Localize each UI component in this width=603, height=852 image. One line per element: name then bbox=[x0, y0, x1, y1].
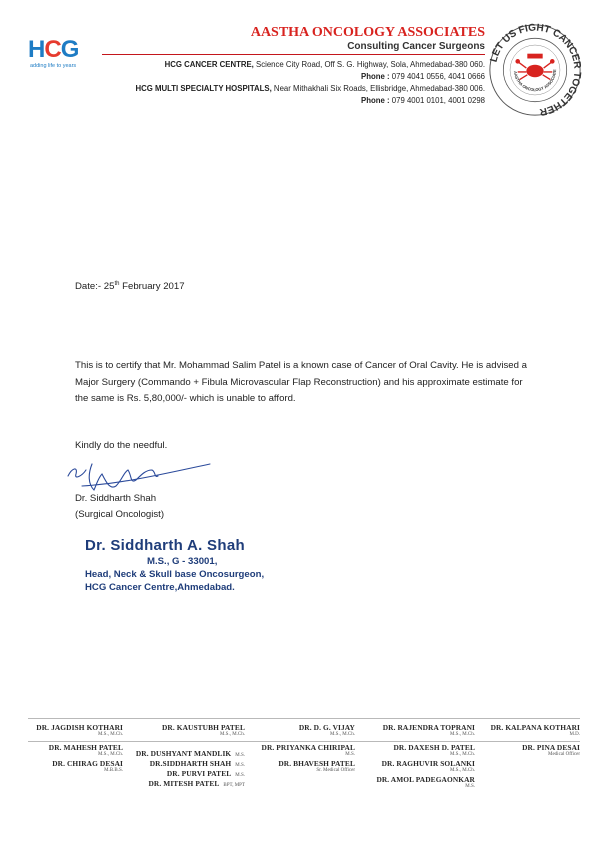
footer-divider-mid bbox=[28, 741, 580, 742]
footer-divider-top bbox=[28, 718, 580, 719]
footer-doctor: DR. JAGDISH KOTHARI M.S., M.Ch. bbox=[36, 723, 123, 737]
firm-name: AASTHA ONCOLOGY ASSOCIATES bbox=[250, 25, 485, 40]
address-hcg-cancer-centre: HCG CANCER CENTRE, Science City Road, Off S. G. Highway, Sola, Ahmedabad-380 060. bbox=[164, 60, 485, 69]
footer-doctor: DR. CHIRAG DESAI M.B.B.S. bbox=[52, 759, 123, 773]
footer-doctor: DR. KALPANA KOTHARI M.D. bbox=[490, 723, 580, 737]
footer-doctor: DR. BHAVESH PATEL Sr. Medical Officer bbox=[278, 759, 355, 773]
signer-title: (Surgical Oncologist) bbox=[75, 509, 165, 520]
stamp-doctor-name: Dr. Siddharth A. Shah bbox=[85, 537, 245, 554]
stamp-designation: Head, Neck & Skull base Oncosurgeon, bbox=[85, 569, 265, 580]
footer-doctor: DR. MITESH PATEL BPT, MPT bbox=[148, 779, 245, 788]
seal-inner-text: AASTHA ONCOLOGY ASSOCIATE bbox=[512, 69, 558, 93]
footer-doctor: DR. PRIYANKA CHIRIPAL M.S. bbox=[261, 743, 355, 757]
seal-outer-text: LET US FIGHT CANCER TOGETHER bbox=[488, 22, 583, 118]
stamp-registration: M.S., G - 33001, bbox=[147, 556, 218, 567]
seal-hindi-banner bbox=[527, 54, 542, 59]
closing-line: Kindly do the needful. bbox=[75, 440, 168, 451]
stamp-hospital: HCG Cancer Centre,Ahmedabad. bbox=[85, 582, 235, 593]
footer-doctor: DR. MAHESH PATEL M.S., M.Ch. bbox=[48, 743, 123, 757]
doctor-stamp bbox=[85, 537, 264, 594]
footer-doctor: DR. PINA DESAI Medical Officer bbox=[522, 743, 580, 757]
hcg-tagline: adding life to years bbox=[30, 63, 77, 69]
phone-hcg-cancer-centre: Phone : 079 4041 0556, 4041 0666 bbox=[361, 72, 485, 81]
header-divider bbox=[102, 54, 485, 55]
footer-doctor: DR. DAXESH D. PATEL M.S., M.Ch. bbox=[393, 743, 475, 757]
firm-subtitle: Consulting Cancer Surgeons bbox=[347, 41, 485, 52]
fight-cancer-seal bbox=[487, 22, 583, 118]
footer-doctor: DR.SIDDHARTH SHAH M.S. bbox=[149, 759, 245, 768]
letter-date: Date:- 25th February 2017 bbox=[75, 281, 185, 293]
footer-doctor: DR. RAJENDRA TOPRANI M.S., M.Ch. bbox=[382, 723, 475, 737]
hcg-logo bbox=[28, 36, 98, 76]
footer-doctor: DR. AMOL PADEGAONKAR M.S. bbox=[376, 775, 475, 789]
footer-doctor: DR. PURVI PATEL M.S. bbox=[166, 769, 245, 778]
signer-name: Dr. Siddharth Shah bbox=[75, 493, 157, 504]
footer-doctor: DR. D. G. VIJAY M.S., M.Ch. bbox=[298, 723, 355, 737]
signer-block bbox=[75, 491, 164, 523]
footer-doctor: DR. RAGHUVIR SOLANKI M.S., M.Ch. bbox=[381, 759, 475, 773]
hcg-logo-wordmark: HCG bbox=[28, 36, 79, 63]
phone-hcg-multispecialty: Phone : 079 4001 0101, 4001 0298 bbox=[361, 96, 485, 105]
address-hcg-multispecialty: HCG MULTI SPECIALTY HOSPITALS, Near Mithakhali Six Roads, Ellisbridge, Ahmedabad-380 006. bbox=[135, 84, 485, 93]
footer-doctor: DR. KAUSTUBH PATEL M.S., M.Ch. bbox=[161, 723, 245, 737]
certificate-paragraph: This is to certify that Mr. Mohammad Salim Patel is a known case of Cancer of Oral Cavity. He is advised a Major Surgery (Commando + Fibula Microvascular Flap Reconstruction) and his approximate estimate for the same is Rs. 5,80,000/- which is unable to afford. bbox=[75, 360, 527, 404]
footer-doctor: DR. DUSHYANT MANDLIK M.S. bbox=[135, 749, 245, 758]
